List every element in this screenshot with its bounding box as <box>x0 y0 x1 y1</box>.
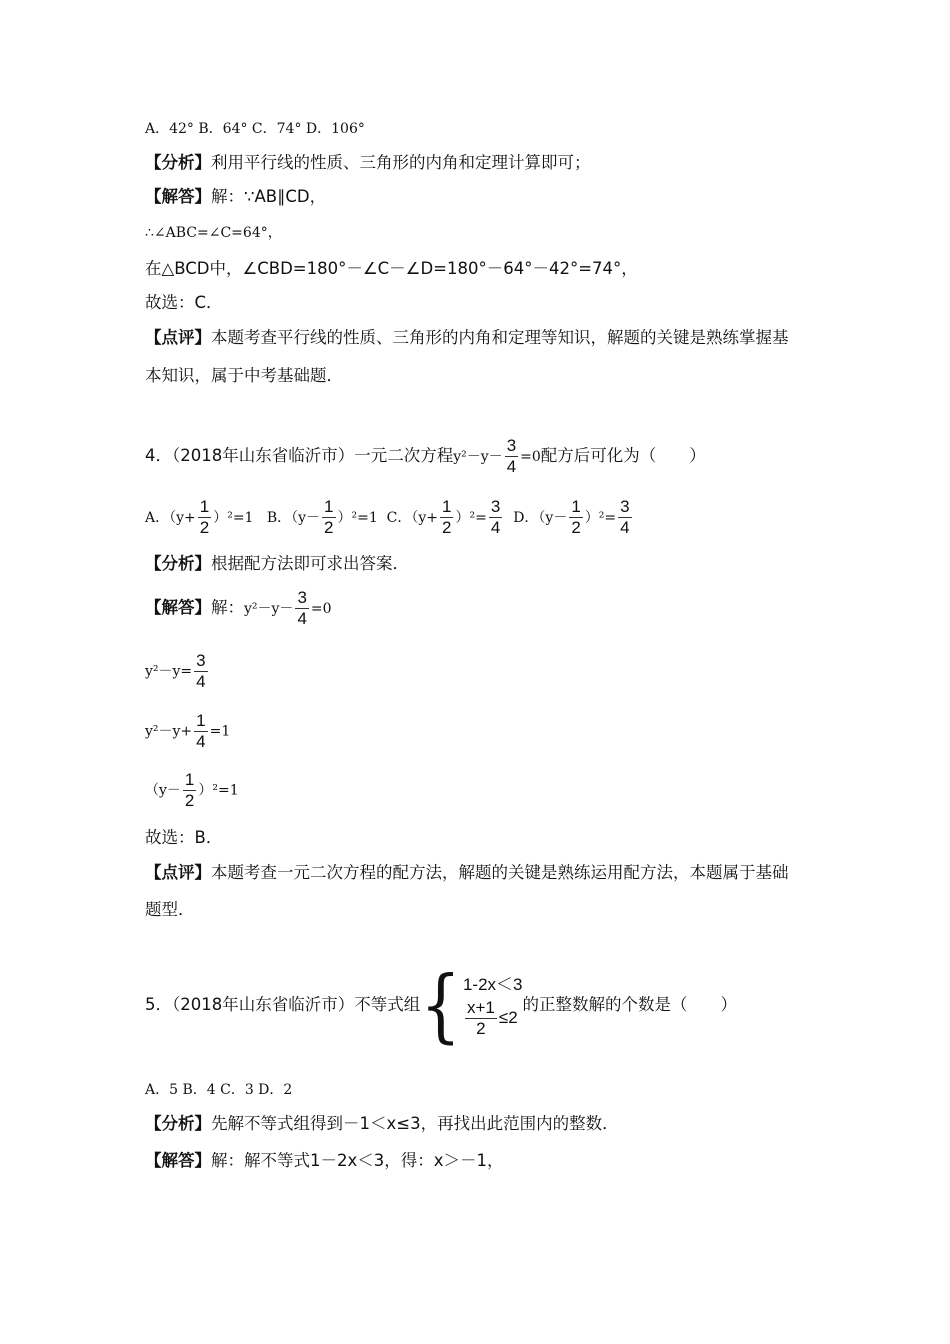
numerator: 3 <box>490 497 501 516</box>
q4-stem-eq-end: =0 <box>520 449 541 465</box>
q3-step2: 在△BCD中，∠CBD=180°－∠C－∠D=180°－64°－42°=74°， <box>145 259 638 278</box>
q5-stem <box>145 959 737 1052</box>
denominator: 4 <box>196 732 206 751</box>
numerator: 1 <box>199 497 210 516</box>
q5-stem-post: 的正整数解的个数是（ ） <box>522 995 737 1014</box>
q4-stem-post: 配方后可化为（ ） <box>540 446 706 465</box>
option-a-post: ）²=1 <box>213 509 254 526</box>
sol-eq4-pre: （y－ <box>145 782 181 799</box>
fraction <box>194 651 207 692</box>
fraction <box>569 497 582 538</box>
solution-tag: 【解答】 <box>145 1151 211 1170</box>
q4-stem-pre: 4．（2018年山东省临沂市）一元二次方程 <box>145 446 454 465</box>
denominator: 2 <box>184 791 195 810</box>
sol-eq1: y²－y－ <box>244 601 294 617</box>
q4-solution <box>145 588 332 629</box>
q4-stem <box>145 436 706 477</box>
numerator: 3 <box>620 497 630 516</box>
fraction <box>198 497 211 538</box>
q4-option-c <box>386 497 505 537</box>
option-b-post: ）²=1 <box>337 509 378 526</box>
q5-stem-pre: 5．（2018年山东省临沂市）不等式组 <box>145 995 421 1014</box>
comment-text: 本题考查一元二次方程的配方法，解题的关键是熟练运用配方法，本题属于基础 <box>211 863 789 882</box>
q5-analysis <box>145 1113 619 1135</box>
option-b-pre: B．（y－ <box>266 509 321 526</box>
system-row-2 <box>463 998 523 1039</box>
fraction <box>322 497 335 538</box>
option-c-mid: ）²= <box>455 509 487 526</box>
numerator: 3 <box>506 436 517 455</box>
inequality-system <box>420 959 523 1052</box>
q4-stem-eq: y²－y－ <box>453 449 503 465</box>
numerator: 1 <box>184 770 195 789</box>
fraction <box>465 998 497 1039</box>
denominator: 4 <box>297 609 307 628</box>
denominator: 4 <box>196 672 206 691</box>
option-a-pre: A．（y+ <box>145 509 196 526</box>
fraction <box>618 497 631 538</box>
analysis-text: 先解不等式组得到－1＜x≤3，再找出此范围内的整数． <box>211 1114 619 1133</box>
q4-step4 <box>145 770 239 811</box>
q3-choice: 故选：C． <box>145 293 223 312</box>
numerator: 3 <box>196 651 206 670</box>
sol-eq3: y²－y+ <box>145 723 193 740</box>
fraction <box>505 436 518 477</box>
denominator: 2 <box>199 518 210 537</box>
analysis-tag: 【分析】 <box>145 153 211 172</box>
fraction <box>440 497 453 538</box>
denominator: 4 <box>506 457 517 476</box>
q4-comment <box>145 862 789 884</box>
q3-options: A．42° B．64° C．74° D．106° <box>145 121 365 137</box>
q4-comment-cont: 题型． <box>145 900 195 919</box>
q3-comment <box>145 327 789 349</box>
q3-solution <box>145 186 326 208</box>
denominator: 4 <box>620 518 630 537</box>
q4-step2 <box>145 651 210 692</box>
solution-text: 解：解不等式1－2x＜3，得：x＞－1， <box>211 1151 504 1170</box>
analysis-text: 根据配方法即可求出答案． <box>211 554 409 573</box>
comment-text: 本题考查平行线的性质、三角形的内角和定理等知识，解题的关键是熟练掌握基 <box>211 328 789 347</box>
option-d-mid: ）²= <box>584 509 617 526</box>
q4-choice: 故选：B． <box>145 828 223 847</box>
q4-analysis <box>145 553 409 575</box>
denominator: 2 <box>324 518 334 537</box>
numerator: 1 <box>442 497 452 516</box>
fraction <box>489 497 502 538</box>
fraction <box>295 588 308 629</box>
system-row-1: 1-2x＜3 <box>462 975 523 994</box>
solution-text: 解：∵AB∥CD， <box>211 187 327 206</box>
analysis-text: 利用平行线的性质、三角形的内角和定理计算即可； <box>211 153 591 172</box>
numerator: x+1 <box>466 998 495 1017</box>
option-d-pre: D．（y－ <box>513 509 568 526</box>
numerator: 1 <box>324 497 334 516</box>
denominator: 2 <box>465 1018 497 1039</box>
fraction <box>183 770 196 811</box>
system-rows <box>463 972 523 1039</box>
sol-eq2: y²－y= <box>145 663 193 680</box>
solution-tag: 【解答】 <box>145 598 211 617</box>
option-c-pre: C．（y+ <box>386 509 439 526</box>
q4-step3 <box>145 711 230 752</box>
denominator: 2 <box>442 518 452 537</box>
q4-option-a <box>145 497 254 537</box>
q3-comment-cont: 本知识，属于中考基础题． <box>145 366 343 385</box>
numerator: 1 <box>571 497 581 516</box>
solution-tag: 【解答】 <box>145 187 211 206</box>
sol-eq1-end: =0 <box>310 601 332 617</box>
analysis-tag: 【分析】 <box>145 1114 211 1133</box>
q5-solution <box>145 1150 504 1172</box>
sol-eq3-end: =1 <box>209 723 231 740</box>
fraction <box>194 711 207 752</box>
solution-pre: 解： <box>211 598 244 617</box>
denominator: 2 <box>571 518 581 537</box>
left-brace: { <box>420 959 461 1052</box>
analysis-tag: 【分析】 <box>145 554 211 573</box>
sol-eq4-post: ）²=1 <box>198 782 239 799</box>
numerator: 1 <box>196 711 206 730</box>
comment-tag: 【点评】 <box>145 863 211 882</box>
denominator: 4 <box>490 518 501 537</box>
q4-option-b <box>266 497 378 537</box>
q3-analysis <box>145 152 591 174</box>
system-row-2-end: ≤2 <box>498 1007 518 1027</box>
numerator: 3 <box>297 588 307 607</box>
q4-options <box>145 497 634 538</box>
q3-step1: ∴∠ABC=∠C=64°， <box>145 225 282 241</box>
q5-options: A．5 B．4 C．3 D．2 <box>145 1082 293 1098</box>
comment-tag: 【点评】 <box>145 328 211 347</box>
q4-option-d <box>513 497 633 537</box>
